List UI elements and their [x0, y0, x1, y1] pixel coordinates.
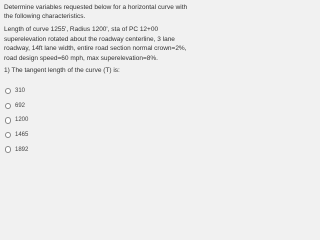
answer-option-310[interactable]	[5, 84, 195, 99]
answer-option-label: 692	[14, 102, 25, 109]
answer-option-label: 1892	[14, 146, 29, 153]
radio-button[interactable]	[5, 117, 11, 123]
radio-button[interactable]	[5, 88, 11, 94]
radio-button[interactable]	[5, 146, 11, 152]
radio-button[interactable]	[5, 103, 11, 109]
curve-characteristics: Length of curve 1255', Radius 1200', sta of PC 12+00 superelevation rotated about the roadway centerline, 3 lane roadway, 14ft lane width, entire road section normal crown=2%, road design speed=60 mph, max superelevation=8%.	[4, 26, 187, 62]
answer-option-692[interactable]	[5, 99, 195, 114]
question-prompt: 1) The tangent length of the curve (T) is:	[4, 67, 120, 75]
answer-option-1200[interactable]	[5, 113, 195, 128]
answer-option-1892[interactable]	[5, 142, 195, 157]
answer-option-label: 310	[14, 88, 25, 95]
radio-button[interactable]	[5, 132, 11, 138]
question-text	[4, 3, 196, 76]
answer-options	[5, 84, 195, 157]
question-intro: Determine variables requested below for a horizontal curve with the following characteristics.	[4, 4, 188, 21]
answer-option-1465[interactable]	[5, 128, 195, 143]
answer-option-label: 1200	[14, 117, 29, 124]
answer-option-label: 1465	[14, 132, 29, 139]
